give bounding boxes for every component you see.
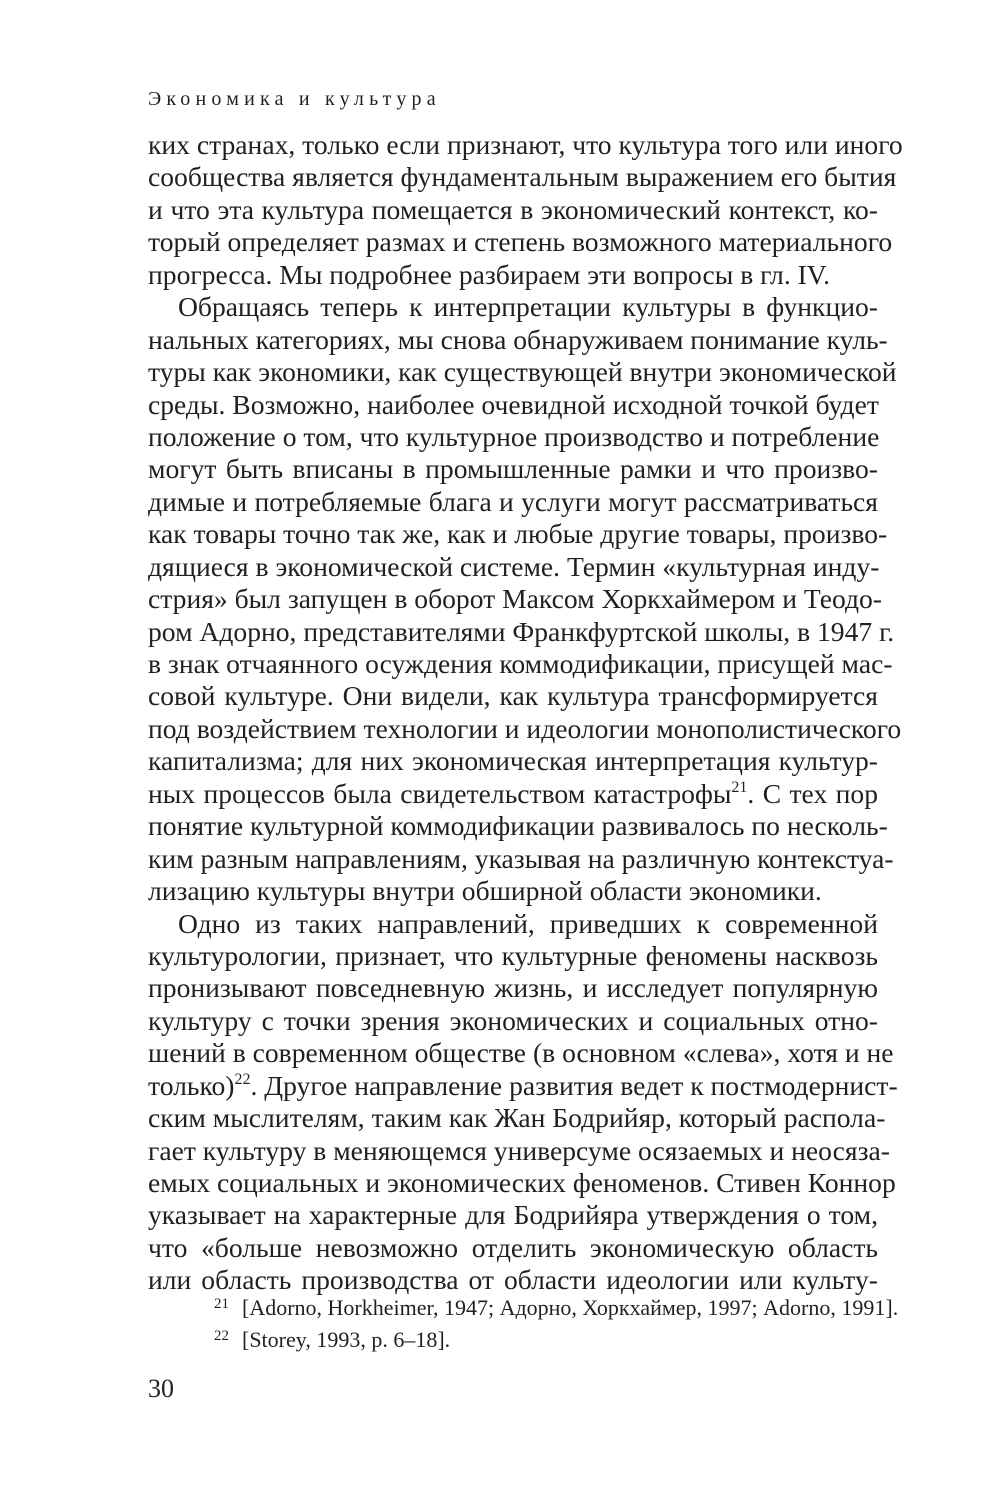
text-line: лизацию культуры внутри обширной области экономики. <box>148 875 822 907</box>
text-line: только)$^{22}$. Другое направление развития ведет к постмодернист- <box>148 1069 898 1101</box>
text-line: указывает на характерные для Бодрийяра утверждения о том, <box>148 1199 878 1231</box>
running-head: Экономика и культура <box>148 88 441 110</box>
text-line: ных процессов была свидетельством катастрофы$^{21}$. С тех пор <box>148 777 878 809</box>
text-line: сообщества является фундаментальным выражением его бытия <box>148 161 897 193</box>
text-line: ким разным направлениям, указывая на различную контекстуа- <box>148 842 894 874</box>
text-line: прогресса. Мы подробнее разбираем эти вопросы в гл. IV. <box>148 258 831 290</box>
text-line: туры как экономики, как существующей внутри экономической <box>148 356 897 388</box>
text-line: пронизывают повседневную жизнь, и исследует популярную <box>148 972 878 1004</box>
text-line: стрия» был запущен в оборот Максом Хоркхаймером и Теодо- <box>148 583 882 615</box>
text-line: гает культуру в меняющемся универсуме осязаемых и неосяза- <box>148 1134 890 1166</box>
text-line: ром Адорно, представителями Франкфуртской школы, в 1947 г. <box>148 615 895 647</box>
text-line: капитализма; для них экономическая интерпретация культур- <box>148 745 878 777</box>
text-line: культуру с точки зрения экономических и социальных отно- <box>148 1004 878 1036</box>
footnote-ref-22[interactable]: 22 <box>234 1070 251 1088</box>
text-line: положение о том, что культурное производство и потребление <box>148 420 880 452</box>
footnote-ref-21[interactable]: 21 <box>731 778 748 796</box>
text-line: шений в современном обществе (в основном «слева», хотя и не <box>148 1037 894 1069</box>
text-line: что «больше невозможно отделить экономическую область <box>148 1231 878 1263</box>
text-line: совой культуре. Они видели, как культура трансформируется <box>148 680 878 712</box>
page-number: 30 <box>148 1374 174 1403</box>
text-line: могут быть вписаны в промышленные рамки и что произво- <box>148 453 878 485</box>
text-line: Обращаясь теперь к интерпретации культуры в функцио- <box>178 291 878 323</box>
text-line: или область производства от области идеологии или культу- <box>148 1264 878 1296</box>
text-line: ским мыслителям, таким как Жан Бодрийяр, который распола- <box>148 1102 886 1134</box>
text-line: как товары точно так же, как и любые другие товары, произво- <box>148 518 888 550</box>
text-line: под воздействием технологии и идеологии монополистического <box>148 712 902 744</box>
text-line: культурологии, признает, что культурные феномены насквозь <box>148 939 878 971</box>
footnote-text: [Storey, 1993, p. 6–18]. <box>242 1327 451 1352</box>
text-line: и что эта культура помещается в экономический контекст, ко- <box>148 193 878 225</box>
text-line: дящиеся в экономической системе. Термин «культурная инду- <box>148 550 880 582</box>
text-line: ких странах, только если признают, что культура того или иного <box>148 129 903 160</box>
text-line: торый определяет размах и степень возможного материального <box>148 226 893 258</box>
text-line: среды. Возможно, наиболее очевидной исходной точкой будет <box>148 388 879 420</box>
footnote-text: [Adorno, Horkheimer, 1947; Адорно, Хоркхаймер, 1997; Adorno, 1991]. <box>242 1295 899 1320</box>
footnote-22: 22 [Storey, 1993, p. 6–18]. <box>214 1327 451 1352</box>
body-text <box>148 129 903 1297</box>
text-line: понятие культурной коммодификации развивалось по несколь- <box>148 810 888 842</box>
footnote-21: 21 [Adorno, Horkheimer, 1947; Адорно, Хоркхаймер, 1997; Adorno, 1991]. <box>214 1295 899 1320</box>
text-line: в знак отчаянного осуждения коммодификации, присущей мас- <box>148 648 893 679</box>
text-line: димые и потребляемые блага и услуги могут рассматриваться <box>148 485 878 517</box>
footnotes <box>214 1292 899 1356</box>
text-line: емых социальных и экономических феноменов. Стивен Коннор <box>148 1167 896 1198</box>
text-line: нальных категориях, мы снова обнаруживаем понимание куль- <box>148 323 888 355</box>
text-line: Одно из таких направлений, приведших к современной <box>178 907 878 939</box>
